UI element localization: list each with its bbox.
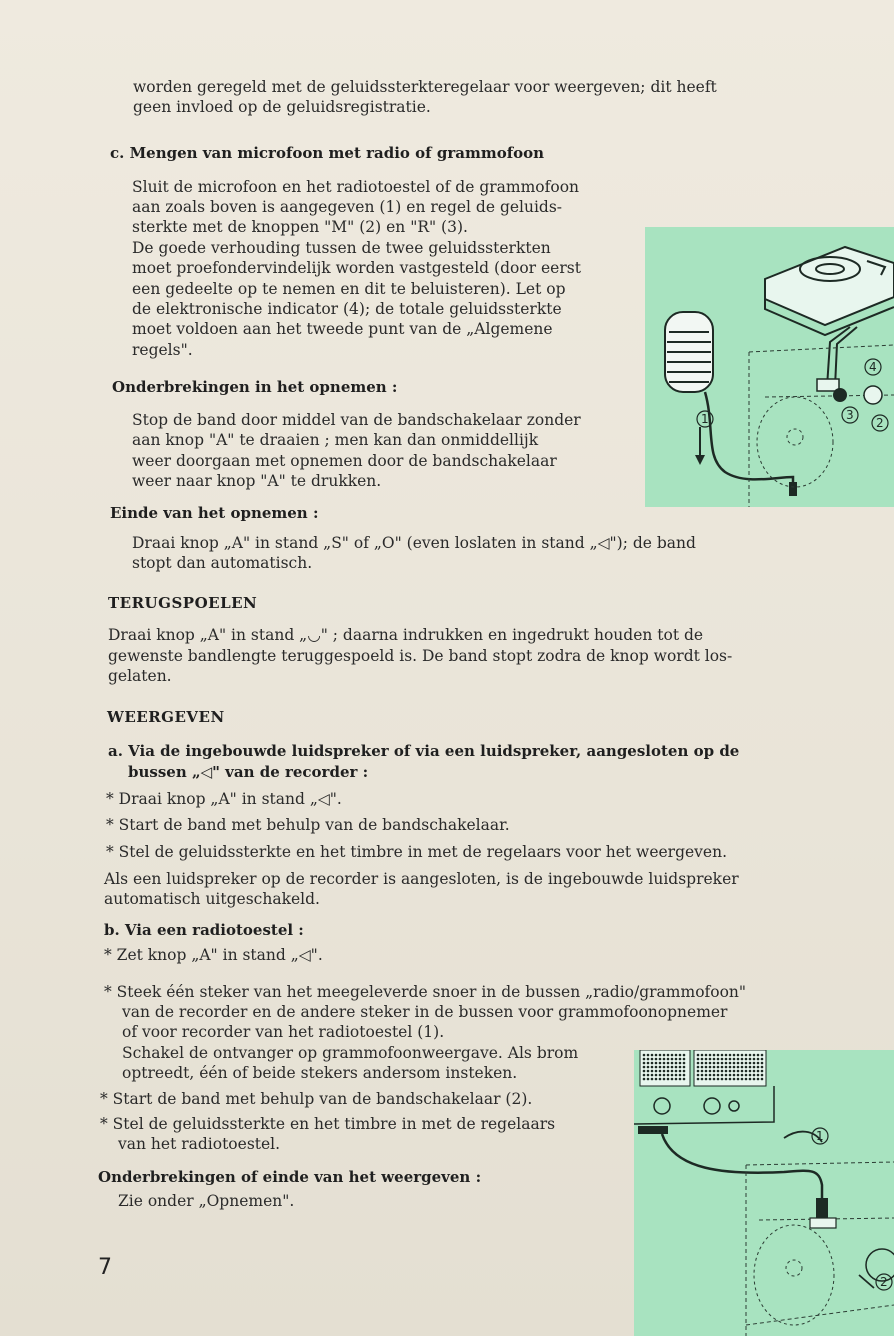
grille-dot: [701, 1062, 704, 1065]
grille-dot: [717, 1078, 720, 1081]
grille-dot: [713, 1066, 716, 1069]
grille-dot: [749, 1074, 752, 1077]
grille-dot: [737, 1078, 740, 1081]
grille-dot: [753, 1054, 756, 1057]
grille-dot: [651, 1070, 654, 1073]
section-c-line: De goede verhouding tussen de twee geluidssterkten: [132, 239, 551, 257]
grille-dot: [671, 1070, 674, 1073]
grille-dot: [737, 1074, 740, 1077]
grille-dot: [647, 1066, 650, 1069]
grille-dot: [729, 1062, 732, 1065]
grille-dot: [671, 1078, 674, 1081]
grille-dot: [675, 1070, 678, 1073]
grille-dot: [679, 1074, 682, 1077]
grille-dot: [679, 1058, 682, 1061]
grille-dot: [761, 1066, 764, 1069]
grille-dot: [675, 1054, 678, 1057]
grille-dot: [713, 1054, 716, 1057]
end-recording-line: Draai knop „A" in stand „S" of „O" (even loslaten in stand „◁"); de band: [132, 534, 696, 552]
grille-dot: [647, 1062, 650, 1065]
grille-dot: [733, 1062, 736, 1065]
grille-dot: [643, 1074, 646, 1077]
grille-dot: [757, 1070, 760, 1073]
intro-line-1: worden geregeld met de geluidssterkteregelaar voor weergeven; dit heeft: [133, 78, 717, 96]
grille-dot: [733, 1054, 736, 1057]
playback-b-heading: b. Via een radiotoestel :: [104, 921, 304, 939]
grille-dot: [717, 1074, 720, 1077]
grille-dot: [729, 1078, 732, 1081]
grille-dot: [651, 1058, 654, 1061]
grille-dot: [663, 1054, 666, 1057]
grille-dot: [721, 1058, 724, 1061]
grille-dot: [757, 1054, 760, 1057]
grille-dot: [733, 1066, 736, 1069]
grille-dot: [679, 1070, 682, 1073]
grille-dot: [749, 1062, 752, 1065]
grille-dot: [749, 1070, 752, 1073]
grille-dot: [741, 1062, 744, 1065]
grille-dot: [679, 1066, 682, 1069]
radio-socket-icon: [654, 1098, 670, 1114]
grille-dot: [725, 1062, 728, 1065]
grille-dot: [757, 1074, 760, 1077]
grille-dot: [713, 1058, 716, 1061]
grille-dot: [705, 1062, 708, 1065]
end-recording-line: stopt dan automatisch.: [132, 554, 313, 572]
grille-dot: [745, 1062, 748, 1065]
radio-connection-drawing: [634, 1050, 894, 1336]
grille-dot: [659, 1054, 662, 1057]
grille-dot: [709, 1066, 712, 1069]
illustration-radio-recorder: [634, 1050, 894, 1336]
playback-a-bullet: * Draai knop „A" in stand „◁".: [106, 790, 342, 808]
grille-dot: [705, 1078, 708, 1081]
section-c-line: moet voldoen aan het tweede punt van de „Algemene: [132, 320, 553, 338]
grille-dot: [709, 1058, 712, 1061]
grille-dot: [713, 1074, 716, 1077]
grille-dot: [671, 1054, 674, 1057]
grille-dot: [679, 1054, 682, 1057]
grille-dot: [749, 1066, 752, 1069]
rewind-line: gewenste bandlengte teruggespoeld is. De band stopt zodra de knop wordt los-: [108, 647, 733, 665]
grille-dot: [717, 1058, 720, 1061]
grille-dot: [667, 1066, 670, 1069]
grille-dot: [671, 1066, 674, 1069]
grille-dot: [705, 1058, 708, 1061]
grille-dot: [705, 1074, 708, 1077]
grille-dot: [643, 1070, 646, 1073]
grille-dot: [683, 1074, 686, 1077]
grille-dot: [675, 1074, 678, 1077]
grille-dot: [701, 1054, 704, 1057]
grille-dot: [655, 1074, 658, 1077]
grille-dot: [741, 1078, 744, 1081]
grille-dot: [697, 1054, 700, 1057]
grille-dot: [697, 1074, 700, 1077]
grille-dot: [713, 1062, 716, 1065]
grille-dot: [741, 1070, 744, 1073]
section-c-heading: c. Mengen van microfoon met radio of grammofoon: [110, 144, 545, 162]
grille-dot: [651, 1074, 654, 1077]
plug-icon: [638, 1126, 668, 1134]
section-c-line: Sluit de microfoon en het radiotoestel of de grammofoon: [132, 178, 580, 196]
grille-dot: [713, 1070, 716, 1073]
grille-dot: [679, 1062, 682, 1065]
grille-dot: [683, 1054, 686, 1057]
section-c-line: de elektronische indicator (4); de totale geluidssterkte: [132, 300, 562, 318]
playback-b-note: Schakel de ontvanger op grammofoonweergave. Als brom: [122, 1044, 579, 1062]
playback-b-bullet: * Steek één steker van het meegeleverde snoer in de bussen „radio/grammofoon": [104, 983, 747, 1001]
grille-dot: [659, 1078, 662, 1081]
grille-dot: [659, 1058, 662, 1061]
section-c-line: sterkte met de knoppen "M" (2) en "R" (3).: [132, 218, 468, 236]
grille-dot: [721, 1078, 724, 1081]
interruptions-recording-line: weer naar knop "A" te drukken.: [132, 472, 382, 490]
section-c-line: aan zoals boven is aangegeven (1) en regel de geluids-: [132, 198, 563, 216]
label-3: 3: [846, 408, 854, 422]
illustration-microphone-turntable: [645, 227, 894, 507]
rewind-heading: TERUGSPOELEN: [108, 594, 258, 612]
recorder-panel-outline: [746, 1162, 894, 1336]
section-c-line: een gedeelte op te nemen en dit te beluisteren). Let op: [132, 280, 566, 298]
playback-b-bullet-cont: van het radiotoestel.: [118, 1135, 281, 1153]
grille-dot: [697, 1062, 700, 1065]
grille-dot: [741, 1058, 744, 1061]
grille-dot: [729, 1074, 732, 1077]
grille-dot: [733, 1078, 736, 1081]
grille-dot: [655, 1054, 658, 1057]
playback-b-bullet: * Stel de geluidssterkte en het timbre in met de regelaars: [100, 1115, 556, 1133]
grille-dot: [733, 1074, 736, 1077]
interruptions-recording-line: weer doorgaan met opnemen door de bandschakelaar: [132, 452, 557, 470]
playback-a-bullet: * Stel de geluidssterkte en het timbre in met de regelaars voor het weergeven.: [106, 843, 728, 861]
microphone-icon: [665, 312, 713, 392]
interruptions-recording-heading: Onderbrekingen in het opnemen :: [112, 378, 398, 396]
grille-dot: [655, 1070, 658, 1073]
grille-dot: [753, 1070, 756, 1073]
grille-dot: [761, 1062, 764, 1065]
grille-dot: [663, 1066, 666, 1069]
grille-dot: [749, 1054, 752, 1057]
grille-dot: [663, 1058, 666, 1061]
grille-dot: [697, 1078, 700, 1081]
grille-dot: [721, 1070, 724, 1073]
grille-dot: [667, 1058, 670, 1061]
grille-dot: [643, 1066, 646, 1069]
grille-dot: [683, 1062, 686, 1065]
grille-dot: [753, 1074, 756, 1077]
grille-dot: [717, 1054, 720, 1057]
grille-dot: [663, 1074, 666, 1077]
grille-dot: [663, 1070, 666, 1073]
grille-dot: [651, 1078, 654, 1081]
grille-dot: [729, 1070, 732, 1073]
grille-dot: [705, 1066, 708, 1069]
grille-dot: [733, 1058, 736, 1061]
grille-dot: [647, 1078, 650, 1081]
grille-dot: [675, 1066, 678, 1069]
grille-dot: [647, 1070, 650, 1073]
grille-dot: [667, 1078, 670, 1081]
grille-dot: [659, 1066, 662, 1069]
grille-dot: [745, 1058, 748, 1061]
rewind-line: Draai knop „A" in stand „◡" ; daarna indrukken en ingedrukt houden tot de: [108, 626, 704, 644]
grille-dot: [655, 1078, 658, 1081]
label-1: 1: [701, 412, 709, 426]
grille-dot: [761, 1074, 764, 1077]
recorder-connection-drawing: [645, 227, 894, 507]
grille-dot: [701, 1078, 704, 1081]
recorder-reels: [757, 397, 833, 487]
grille-dot: [671, 1062, 674, 1065]
socket-icon: [810, 1218, 836, 1228]
grille-dot: [651, 1054, 654, 1057]
grille-dot: [725, 1054, 728, 1057]
grille-dot: [713, 1078, 716, 1081]
end-recording-heading: Einde van het opnemen :: [110, 504, 319, 522]
playback-a-note: automatisch uitgeschakeld.: [104, 890, 320, 908]
grille-dot: [667, 1070, 670, 1073]
grille-dot: [675, 1078, 678, 1081]
playback-b-bullet: * Start de band met behulp van de bandschakelaar (2).: [100, 1090, 533, 1108]
label-2: 2: [880, 1275, 888, 1289]
grille-dot: [701, 1058, 704, 1061]
grille-dot: [725, 1058, 728, 1061]
playback-a-note: Als een luidspreker op de recorder is aangesloten, is de ingebouwde luidspreker: [104, 870, 739, 888]
grille-dot: [647, 1058, 650, 1061]
grille-dot: [741, 1066, 744, 1069]
grille-dot: [683, 1066, 686, 1069]
grille-dot: [757, 1058, 760, 1061]
grille-dot: [709, 1078, 712, 1081]
grille-dot: [651, 1066, 654, 1069]
grille-dot: [729, 1066, 732, 1069]
grille-dot: [729, 1054, 732, 1057]
grille-dot: [745, 1078, 748, 1081]
grille-dot: [705, 1054, 708, 1057]
grille-dot: [663, 1078, 666, 1081]
grille-dot: [697, 1066, 700, 1069]
grille-dot: [753, 1066, 756, 1069]
grille-dot: [717, 1066, 720, 1069]
grille-dot: [725, 1066, 728, 1069]
interruptions-recording-line: Stop de band door middel van de bandschakelaar zonder: [132, 411, 581, 429]
grille-dot: [757, 1062, 760, 1065]
grille-dot: [721, 1062, 724, 1065]
section-c-line: moet proefondervindelijk worden vastgesteld (door eerst: [132, 259, 581, 277]
grille-dot: [697, 1070, 700, 1073]
label-1: 1: [816, 1129, 824, 1143]
radio-socket-icon: [704, 1098, 720, 1114]
grille-dot: [737, 1066, 740, 1069]
interruptions-recording-line: aan knop "A" te draaien ; men kan dan onmiddellijk: [132, 431, 539, 449]
playback-b-bullet: * Zet knop „A" in stand „◁".: [104, 946, 323, 964]
grille-dot: [683, 1078, 686, 1081]
grille-dot: [655, 1066, 658, 1069]
grille-dot: [717, 1062, 720, 1065]
socket-icon: [817, 379, 839, 391]
grille-dot: [761, 1070, 764, 1073]
grille-dot: [663, 1062, 666, 1065]
grille-dot: [725, 1074, 728, 1077]
grille-dot: [741, 1074, 744, 1077]
grille-dot: [737, 1054, 740, 1057]
grille-dot: [643, 1058, 646, 1061]
playback-a-heading: a. Via de ingebouwde luidspreker of via een luidspreker, aangesloten op de: [108, 742, 740, 760]
playback-heading: WEERGEVEN: [107, 708, 225, 726]
grille-dot: [675, 1058, 678, 1061]
grille-dot: [643, 1078, 646, 1081]
playback-a-bullet: * Start de band met behulp van de bandschakelaar.: [106, 816, 510, 834]
grille-dot: [647, 1074, 650, 1077]
playback-a-heading-cont: bussen „◁" van de recorder :: [128, 763, 369, 781]
grille-dot: [683, 1070, 686, 1073]
grille-dot: [709, 1070, 712, 1073]
grille-dot: [709, 1062, 712, 1065]
label-2: 2: [876, 416, 884, 430]
grille-dot: [749, 1058, 752, 1061]
plug-icon: [816, 1198, 828, 1218]
grille-dot: [753, 1078, 756, 1081]
grille-dot: [701, 1070, 704, 1073]
grille-dot: [753, 1058, 756, 1061]
interruptions-playback-line: Zie onder „Opnemen".: [118, 1192, 295, 1210]
grille-dot: [647, 1054, 650, 1057]
playback-b-bullet-cont: van de recorder en de andere steker in de bussen voor grammofoonopnemer: [122, 1003, 728, 1021]
grille-dot: [741, 1054, 744, 1057]
radio-socket-icon: [729, 1101, 739, 1111]
grille-dot: [701, 1066, 704, 1069]
grille-dot: [709, 1074, 712, 1077]
grille-dot: [659, 1074, 662, 1077]
grille-dot: [671, 1074, 674, 1077]
grille-dot: [717, 1070, 720, 1073]
grille-dot: [761, 1058, 764, 1061]
knob-r-icon: [864, 386, 882, 404]
grille-dot: [753, 1062, 756, 1065]
grille-dot: [745, 1054, 748, 1057]
grille-dot: [655, 1058, 658, 1061]
grille-dot: [671, 1058, 674, 1061]
grille-dot: [701, 1074, 704, 1077]
interruptions-playback-heading: Onderbrekingen of einde van het weergeven :: [98, 1168, 482, 1186]
grille-dot: [655, 1062, 658, 1065]
grille-dot: [725, 1078, 728, 1081]
intro-line-2: geen invloed op de geluidsregistratie.: [133, 98, 431, 116]
grille-dot: [667, 1054, 670, 1057]
grille-dot: [737, 1070, 740, 1073]
grille-dot: [667, 1062, 670, 1065]
grille-dot: [721, 1074, 724, 1077]
grille-dot: [709, 1054, 712, 1057]
label-4: 4: [869, 360, 877, 374]
grille-dot: [749, 1078, 752, 1081]
grille-dot: [733, 1070, 736, 1073]
grille-dot: [667, 1074, 670, 1077]
grille-dot: [659, 1070, 662, 1073]
knob-m-icon: [833, 388, 847, 402]
section-c-line: regels".: [132, 341, 193, 359]
grille-dot: [643, 1054, 646, 1057]
grille-dot: [757, 1066, 760, 1069]
grille-dot: [737, 1062, 740, 1065]
grille-dot: [737, 1058, 740, 1061]
grille-dot: [651, 1062, 654, 1065]
playback-b-bullet-cont: of voor recorder van het radiotoestel (1).: [122, 1023, 445, 1041]
grille-dot: [761, 1078, 764, 1081]
recorder-reels: [754, 1225, 834, 1325]
turntable-icon: [765, 247, 894, 335]
grille-dot: [659, 1062, 662, 1065]
rewind-line: gelaten.: [108, 667, 172, 685]
grille-dot: [721, 1054, 724, 1057]
grille-dot: [697, 1058, 700, 1061]
grille-dot: [683, 1058, 686, 1061]
grille-dot: [705, 1070, 708, 1073]
grille-dot: [679, 1078, 682, 1081]
grille-dot: [745, 1066, 748, 1069]
grille-dot: [757, 1078, 760, 1081]
grille-dot: [675, 1062, 678, 1065]
page-number: 7: [98, 1255, 112, 1280]
grille-dot: [745, 1070, 748, 1073]
grille-dot: [721, 1066, 724, 1069]
grille-dot: [745, 1074, 748, 1077]
grille-dot: [725, 1070, 728, 1073]
grille-dot: [729, 1058, 732, 1061]
grille-dot: [761, 1054, 764, 1057]
grille-dot: [643, 1062, 646, 1065]
playback-b-note: optreedt, één of beide stekers andersom insteken.: [122, 1064, 518, 1082]
